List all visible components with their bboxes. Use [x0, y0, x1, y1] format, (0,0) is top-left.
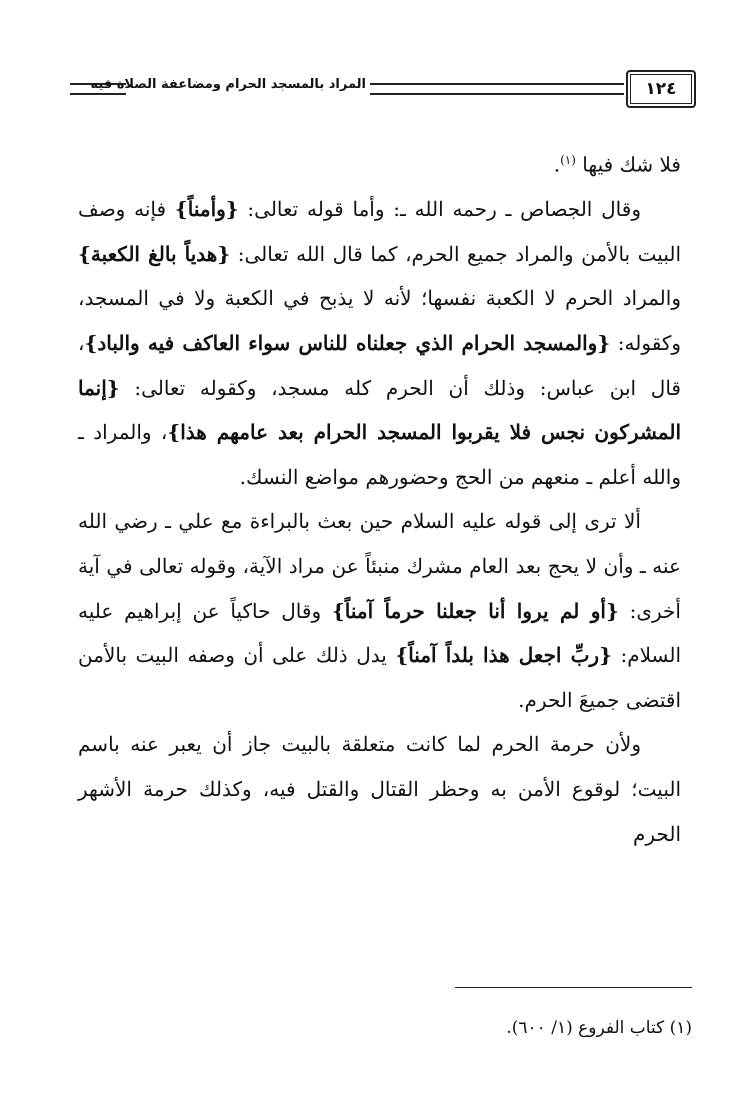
quran-quote: {ربِّ اجعل هذا بلداً آمناً}	[395, 643, 612, 668]
quran-quote: نجس فلا يقربوا المسجد الحرام بعد عامهم هذا}	[167, 420, 586, 445]
quran-quote: {هدياً بالغ الكعبة}	[78, 241, 231, 266]
quran-quote: {أو لم يروا أنا جعلنا حرماً آمناً}	[331, 598, 619, 623]
running-title: المراد بالمسجد الحرام ومضاعفة الصلاة فيه	[90, 77, 366, 92]
text-line: فلا شك فيها $^{(١)}$.	[553, 152, 681, 177]
quran-quote: {والمسجد الحرام الذي جعلناه للناس سواء العاكف فيه والباد}	[84, 331, 611, 356]
quran-quote: {إنما المشركون	[78, 375, 682, 445]
paragraph: ولأن حرمة الحرم لما كانت متعلقة بالبيت جاز أن يعبر عنه باسم البيت؛ لوقوع الأمن به وحظر القتال والقتل فيه، وكذلك حرمة الأشهر الحرم	[78, 732, 682, 846]
header-rule-middle	[370, 83, 624, 95]
footnote: (١) كتاب الفروع (١/ ٦٠٠).	[506, 1018, 692, 1038]
page-number: ١٢٤	[626, 70, 696, 108]
page-header	[70, 70, 695, 110]
footnote-separator	[455, 987, 692, 988]
footnote-ref: (١)	[560, 153, 576, 167]
paragraph: ألا ترى إلى قوله عليه السلام حين بعث بالبراءة مع علي ـ رضي الله عنه ـ وأن لا يحج بعد العام مشرك منبئاً عن مراد الآية، وقوله تعالى في آية أخرى: {أو لم يروا أنا جعلنا حرماً آمناً} وقال حاكياً عن إبراهيم عليه السلام: {ربِّ اجعل هذا بلداً آمناً} يدل ذلك على أن وصفه البيت بالأمن اقتضى جميعَ الحرم.	[78, 509, 682, 712]
paragraph: وقال الجصاص ـ رحمه الله ـ: وأما قوله تعالى: {وأمناً} فإنه وصف البيت بالأمن والمراد جميع الحرم، كما قال الله تعالى: {هدياً بالغ الكعبة} والمراد الحرم لا الكعبة نفسها؛ لأنه لا يذبح في الكعبة ولا في المسجد، وكقوله: {والمسجد الحرام الذي جعلناه للناس سواء العاكف فيه والباد}، قال ابن عباس: وذلك أن الحرم كله مسجد، وكقوله تعالى: {إنما المشركون نجس فلا يقربوا المسجد الحرام بعد عامهم هذا}، والمراد ـ والله أعلم ـ منعهم من الحج وحضورهم مواضع النسك.	[78, 197, 682, 489]
quran-quote: {وأمناً}	[174, 197, 239, 222]
body-text	[78, 138, 681, 856]
